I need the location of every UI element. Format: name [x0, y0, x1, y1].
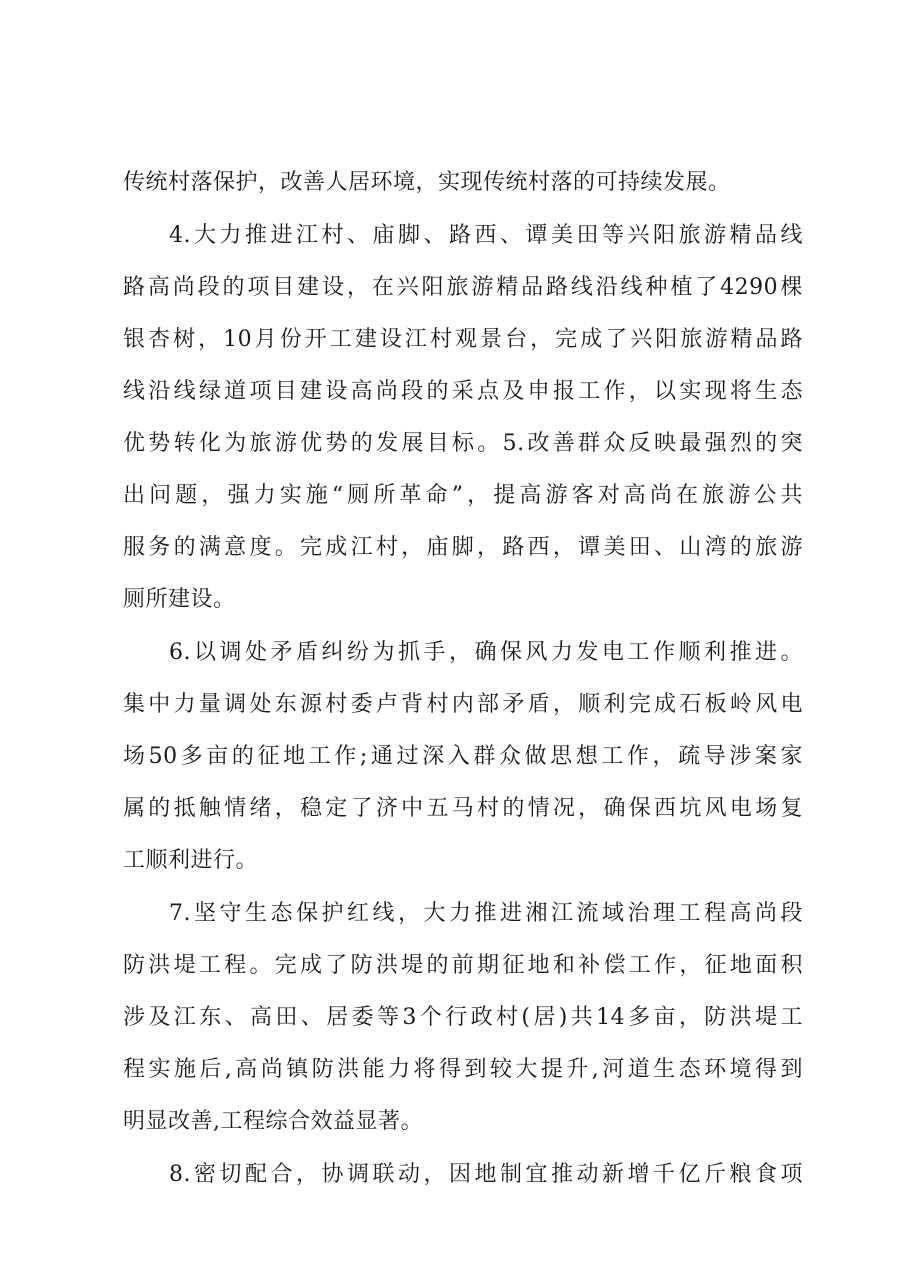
paragraph-6-start: 6.以调处矛盾纠纷为抓手，确保风力发电工作顺利推进。	[169, 640, 803, 665]
text-line: 优势转化为旅游优势的发展目标。5.改善群众反映最强烈的突	[123, 431, 803, 456]
text-line: 出问题，强力实施“厕所革命”，提高游客对高尚在旅游公共	[123, 483, 803, 508]
paragraph-7-start: 7.坚守生态保护红线，大力推进湘江流域治理工程高尚段	[169, 901, 803, 926]
text-line: 集中力量调处东源村委卢背村内部矛盾，顺利完成石板岭风电	[123, 692, 803, 717]
text-line: 防洪堤工程。完成了防洪堤的前期征地和补偿工作，征地面积	[123, 953, 803, 978]
text-line: 场50多亩的征地工作;通过深入群众做思想工作，疏导涉案家	[123, 744, 803, 769]
text-line: 传统村落保护，改善人居环境，实现传统村落的可持续发展。	[123, 170, 731, 195]
text-line: 服务的满意度。完成江村，庙脚，路西，谭美田、山湾的旅游	[123, 535, 803, 560]
paragraph-8-start: 8.密切配合，协调联动，因地制宜推动新增千亿斤粮食项	[169, 1162, 803, 1187]
text-line: 线沿线绿道项目建设高尚段的采点及申报工作，以实现将生态	[123, 379, 803, 404]
text-line: 工顺利进行。	[123, 848, 259, 873]
text-line: 银杏树，10月份开工建设江村观景台，完成了兴阳旅游精品路	[123, 327, 803, 352]
text-line: 程实施后,高尚镇防洪能力将得到较大提升,河道生态环境得到	[123, 1057, 803, 1082]
paragraph-4-start: 4.大力推进江村、庙脚、路西、谭美田等兴阳旅游精品线	[169, 223, 803, 248]
text-line: 明显改善,工程综合效益显著。	[123, 1109, 423, 1134]
text-line: 涉及江东、高田、居委等3个行政村(居)共14多亩，防洪堤工	[123, 1005, 803, 1030]
text-line: 厕所建设。	[123, 587, 236, 612]
text-line: 路高尚段的项目建设，在兴阳旅游精品路线沿线种植了4290棵	[123, 275, 803, 300]
text-line: 属的抵触情绪，稳定了济中五马村的情况，确保西坑风电场复	[123, 796, 803, 821]
